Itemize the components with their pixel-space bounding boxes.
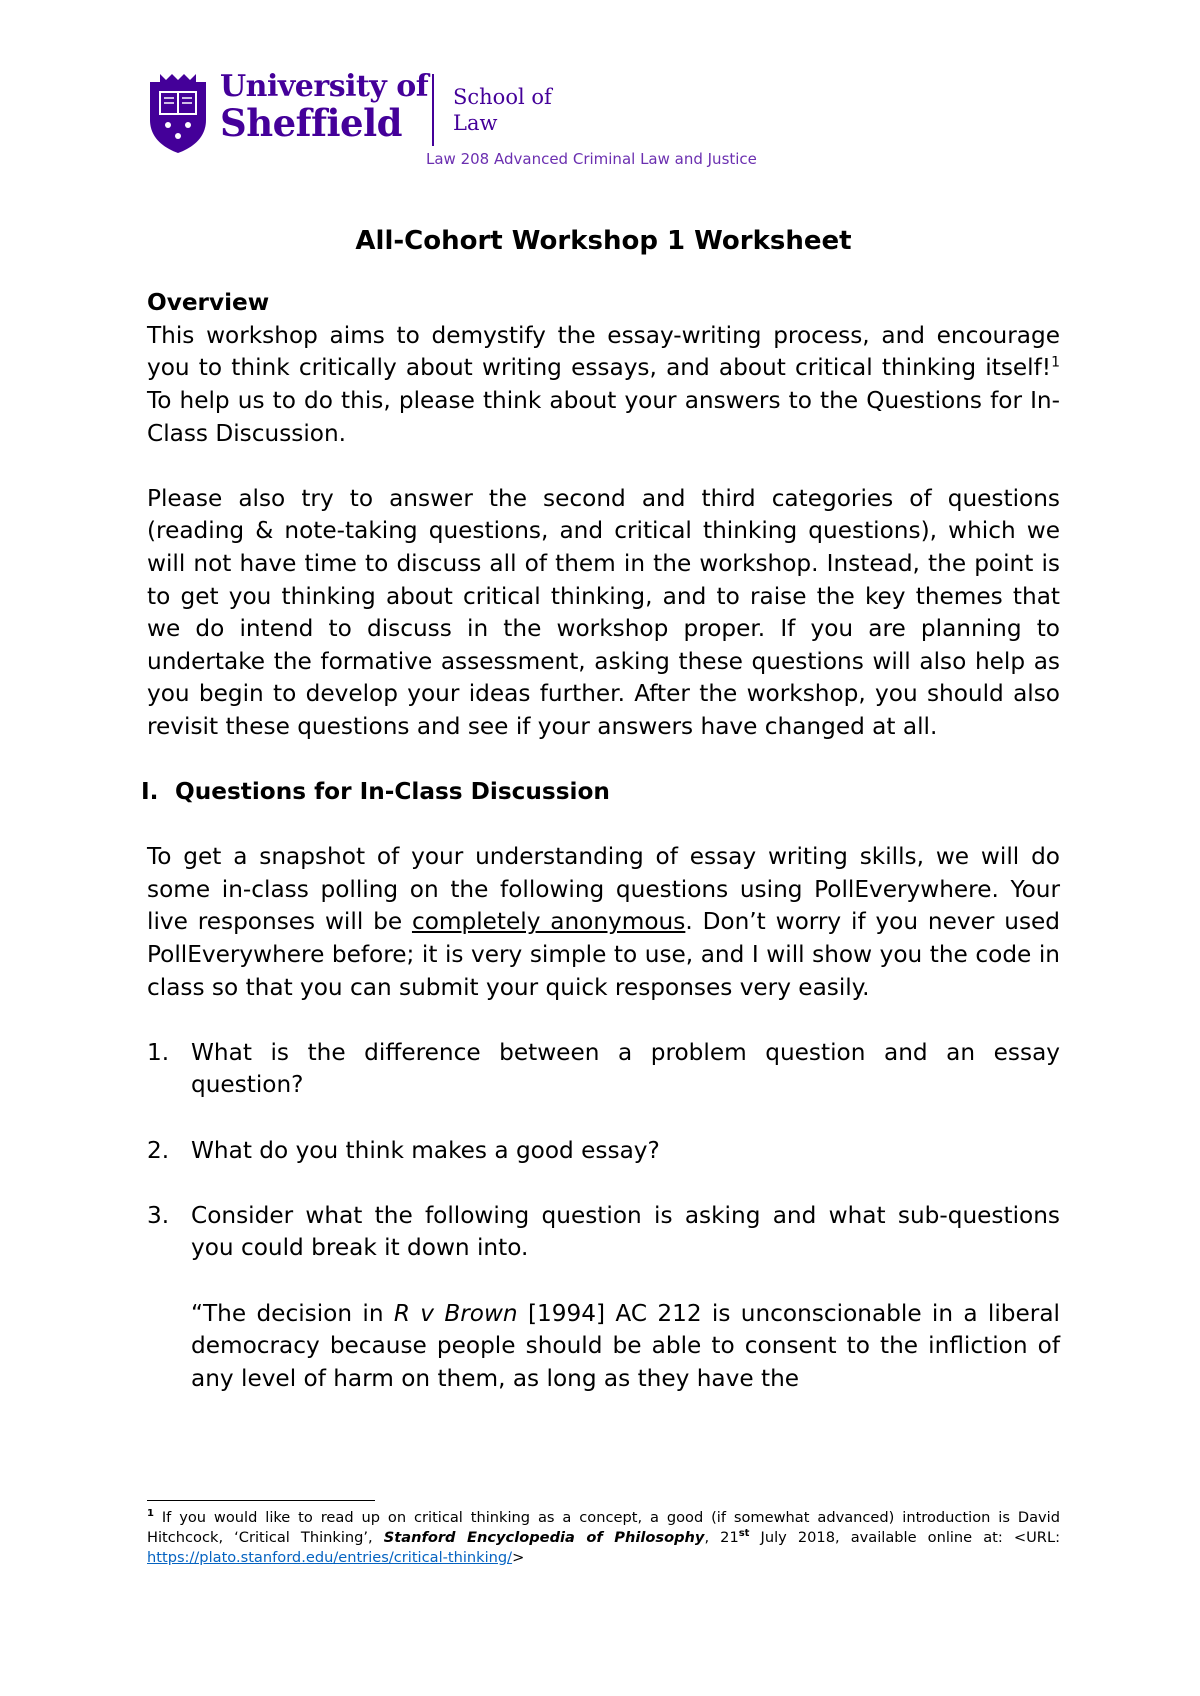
school-name: School of Law: [453, 85, 552, 135]
question-text: Consider what the following question is asking and what sub-questions you could break it down into.: [191, 1201, 1060, 1262]
footnote: [147, 1508, 1060, 1568]
overview-text-b: To help us to do this, please think about your answers to the Questions for In-Class Discussion.: [147, 386, 1060, 447]
intro-text-a: To get a snapshot of your understanding of essay writing skills, we will do some in-class polling on the following questions using PollEverywhere. Your live responses will be: [147, 843, 1060, 936]
footnote-link[interactable]: https://plato.stanford.edu/entries/critical-thinking/: [147, 1549, 513, 1566]
section-1-intro: [147, 841, 1060, 1004]
footnote-separator: [147, 1500, 375, 1501]
question-number: 2.: [147, 1136, 170, 1164]
spacer: [147, 809, 1060, 842]
document-body: [141, 226, 1061, 1395]
spacer: [147, 1102, 1060, 1135]
question-text: What is the difference between a problem question and an essay question?: [191, 1038, 1060, 1099]
overview-heading: Overview: [147, 289, 270, 317]
question-number: 3.: [147, 1201, 170, 1229]
spacer: [147, 1167, 1060, 1200]
footnote-ref: 1: [1051, 354, 1060, 371]
essay-question-quote: [191, 1298, 1060, 1396]
page-title: All-Cohort Workshop 1 Worksheet: [355, 226, 852, 256]
header-divider: [432, 74, 434, 146]
footnote-text-d: >: [512, 1549, 525, 1566]
overview-text-a: This workshop aims to demystify the essay-writing process, and encourage you to think critically about writing essays, and about critical thinking itself!: [147, 321, 1060, 382]
section-number: I.: [141, 778, 159, 806]
footnote-text-b: , 21: [704, 1529, 739, 1546]
case-name: R v Brown: [393, 1299, 518, 1327]
quote-text-b: [1994] AC 212 is unconscionable in a liberal democracy because people should be able to consent to the infliction of any level of harm on them, as long as they have the: [191, 1299, 1060, 1392]
university-wordmark: [220, 69, 429, 145]
quote-text-a: “The decision in: [191, 1299, 394, 1327]
overview-paragraph-2: Please also try to answer the second and third categories of questions (reading & note-taking questions, and critical thinking questions), which we will not have time to discuss all of them in the workshop. Instead, the point is to get you thinking about critical thinking, and to raise the key themes that we do intend to discuss in the workshop proper. If you are planning to undertake the formative assessment, asking these questions will also help as you begin to develop your ideas further. After the workshop, you should also revisit these questions and see if your answers have changed at all.: [147, 484, 1060, 740]
intro-text-b: . Don’t worry if you never used PollEverywhere before; it is very simple to use, and I will show you the code in class so that you can submit your quick responses very easily.: [147, 908, 1061, 1001]
list-item: [147, 1200, 1060, 1265]
question-number: 1.: [147, 1038, 170, 1066]
spacer: [147, 450, 1060, 483]
footnote-marker: 1: [147, 1508, 154, 1520]
footnote-source: Stanford Encyclopedia of Philosophy: [383, 1529, 705, 1546]
university-crest-icon: [146, 70, 210, 154]
footnote-text-a: If you would like to read up on critical thinking as a concept, a good (if somewhat advanced) introduction is David Hitchcock, ‘Critical Thinking’,: [147, 1509, 1060, 1546]
question-text: What do you think makes a good essay?: [191, 1136, 660, 1164]
university-name-line1: University of: [220, 69, 429, 104]
spacer: [147, 1265, 1060, 1298]
question-list: [147, 1037, 1060, 1396]
letterhead: [146, 70, 846, 180]
list-item: [147, 1135, 1060, 1168]
list-item: [147, 1037, 1060, 1102]
spacer: [147, 1004, 1060, 1037]
section-title: Questions for In-Class Discussion: [175, 778, 610, 806]
spacer: [147, 744, 1060, 777]
footnote-date-suffix: st: [738, 1528, 750, 1540]
university-name-line2: Sheffield: [220, 101, 403, 145]
module-title: Law 208 Advanced Criminal Law and Justice: [426, 150, 757, 168]
overview-paragraph-1: [147, 320, 1060, 450]
footnote-text-c: July 2018, available online at: <URL:: [749, 1529, 1060, 1546]
section-1-heading: [141, 776, 1060, 809]
emphasis-anonymous: completely anonymous: [411, 908, 686, 936]
